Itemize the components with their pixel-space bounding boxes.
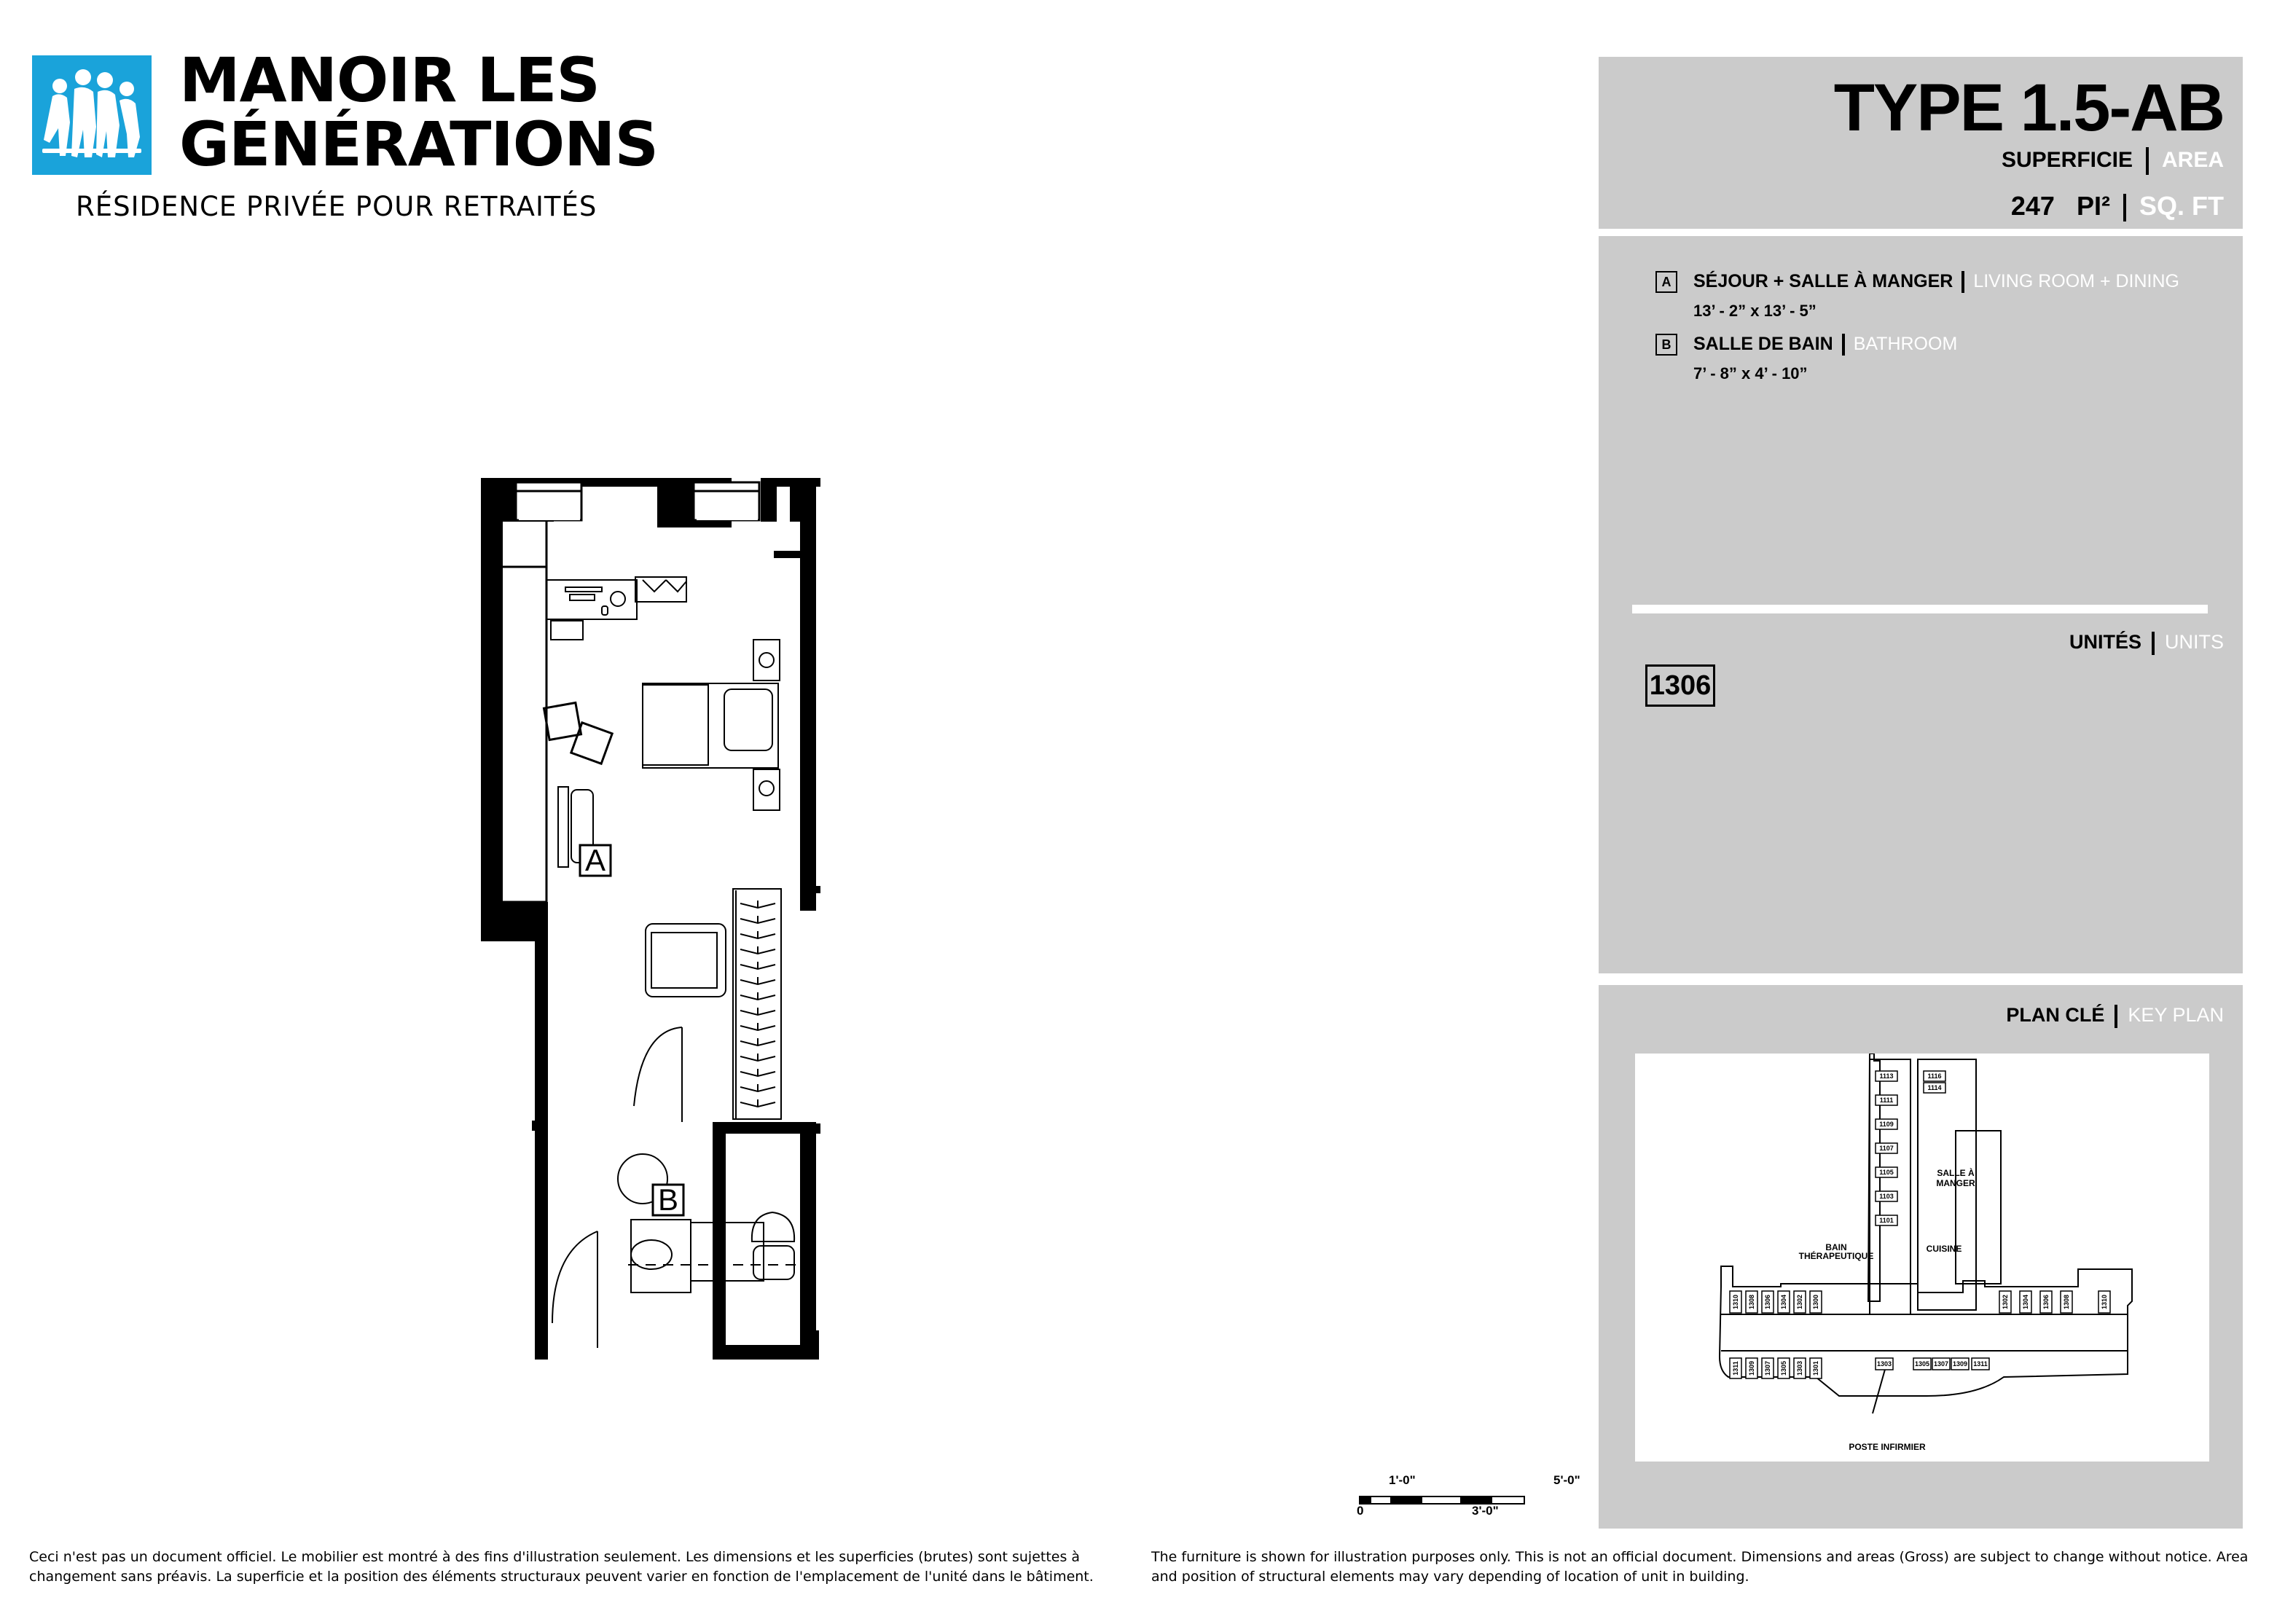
brand-tagline: RÉSIDENCE PRIVÉE POUR RETRAITÉS: [76, 191, 597, 222]
key-plan-room-number: 1308: [2063, 1294, 2070, 1310]
disclaimer-en: The furniture is shown for illustration purposes only. This is not an official document. Dimensions and areas (Gross) are subject to change without notice. Area and position of structural elements may vary depending of location of unit in building.: [1151, 1549, 2249, 1585]
disclaimer-fr: Ceci n'est pas un document officiel. Le mobilier est montré à des fins d'illustration seulement. Les dimensions et les superficies (brutes) sont sujettes à changement sans préavis. La superficie et la position des éléments structuraux peuvent varier en fonction de l'emplacement de l'unité dans le bâtiment.: [29, 1549, 1094, 1585]
family-group-icon: [32, 55, 152, 175]
key-plan-panel: [1599, 985, 2243, 1529]
key-plan-room-number: 1310: [1732, 1294, 1739, 1310]
room-b-label: B: [657, 1182, 679, 1217]
floor-plan: [474, 474, 1078, 1362]
room-a-name-en: LIVING ROOM + DINING: [1973, 271, 2179, 291]
scale-bar: [1358, 1483, 1533, 1516]
key-plan-room-number: 1116: [1927, 1072, 1942, 1080]
room-a-label: A: [584, 843, 606, 877]
key-plan-room-number: 1310: [2101, 1294, 2108, 1310]
key-plan-nurse-label: POSTE INFIRMIER: [1849, 1442, 1926, 1452]
key-plan-room-number: 1309: [1748, 1360, 1755, 1376]
separator: [2152, 632, 2155, 655]
key-plan-room-number: 1101: [1879, 1217, 1894, 1224]
key-plan-room-number: 1113: [1879, 1072, 1894, 1080]
key-plan-room-number: 1303: [1796, 1360, 1803, 1376]
room-a-name: [1693, 271, 2179, 293]
key-plan-room-number: 1306: [2042, 1294, 2050, 1310]
separator: [2115, 1005, 2117, 1028]
units-label-en: UNITS: [2165, 631, 2224, 653]
key-plan-room-number: 1306: [1764, 1294, 1771, 1310]
area-label-en: AREA: [2161, 147, 2224, 172]
unit-type-panel: [1599, 57, 2243, 229]
key-plan-upper-right-rooms: [1924, 1071, 1945, 1093]
room-b-name-fr: SALLE DE BAIN: [1693, 334, 1833, 354]
units-label-row: [2069, 631, 2224, 655]
scale-label-3ft: 3'-0": [1472, 1504, 1499, 1518]
panel-divider: [1632, 605, 2208, 613]
key-plan-label-en: KEY PLAN: [2128, 1004, 2224, 1026]
area-unit-en: SQ. FT: [2139, 191, 2224, 221]
key-plan-room-number: 1311: [1732, 1361, 1739, 1376]
room-a-dimensions: 13’ - 2” x 13’ - 5”: [1693, 302, 1816, 320]
key-plan-room-number: 1304: [2022, 1294, 2029, 1310]
area-unit-fr: PI²: [2076, 191, 2110, 221]
key-plan-room-number: 1303: [1876, 1360, 1892, 1368]
key-plan-room-number: 1307: [1933, 1360, 1949, 1368]
key-plan-room-number: 1308: [1748, 1294, 1755, 1310]
key-plan-room-number: 1111: [1879, 1097, 1894, 1104]
room-b-name-en: BATHROOM: [1853, 334, 1958, 354]
key-plan-room-number: 1309: [1952, 1360, 1968, 1368]
key-plan-drawing: [1635, 1054, 2209, 1462]
key-plan-svg: [1635, 1054, 2209, 1462]
key-plan-room-number: 1307: [1764, 1360, 1771, 1376]
area-label-fr: SUPERFICIE: [2001, 147, 2133, 172]
key-plan-room-number: 1305: [1914, 1360, 1930, 1368]
area-label-row: [2002, 147, 2224, 175]
unit-type-title: TYPE 1.5-AB: [1833, 71, 2224, 145]
key-plan-label-fr: PLAN CLÉ: [2006, 1004, 2105, 1026]
separator: [2146, 147, 2149, 175]
scale-bar-graphic: [1358, 1483, 1533, 1513]
brand-name: MANOIR LES GÉNÉRATIONS: [179, 44, 658, 180]
room-b-dimensions: 7’ - 8” x 4’ - 10”: [1693, 364, 1808, 383]
key-plan-kitchen-label: CUISINE: [1926, 1244, 1962, 1254]
area-value: 247: [2010, 191, 2055, 221]
key-plan-room-number: 1305: [1780, 1360, 1787, 1376]
key-plan-room-number: 1304: [1780, 1294, 1787, 1310]
key-plan-dining-label: SALLE À MANGER: [1936, 1168, 1975, 1188]
room-b-marker: B: [1655, 334, 1677, 356]
area-value-row: [2011, 191, 2224, 221]
key-plan-room-number: 1311: [1973, 1360, 1988, 1368]
key-plan-bath-label: BAIN THÉRAPEUTIQUE: [1798, 1242, 1874, 1261]
key-plan-room-number: 1103: [1879, 1193, 1894, 1200]
units-label-fr: UNITÉS: [2069, 631, 2141, 653]
key-plan-upper-left-rooms: [1876, 1071, 1897, 1225]
room-b-name: [1693, 334, 1957, 356]
room-a-marker: A: [1655, 271, 1677, 293]
separator: [1961, 271, 1964, 293]
room-a-name-fr: SÉJOUR + SALLE À MANGER: [1693, 271, 1953, 291]
separator: [1842, 334, 1845, 356]
rooms-panel: [1599, 236, 2243, 973]
brand-logo: [32, 55, 152, 175]
key-plan-room-number: 1107: [1879, 1145, 1894, 1152]
key-plan-room-number: 1300: [1812, 1294, 1819, 1310]
key-plan-lower-bottom-rooms: [1730, 1358, 1989, 1378]
scale-label-0: 0: [1357, 1504, 1364, 1518]
key-plan-room-number: 1105: [1879, 1169, 1894, 1176]
unit-number-box: 1306: [1645, 664, 1715, 707]
key-plan-room-number: 1114: [1927, 1084, 1942, 1091]
scale-label-1ft: 1'-0": [1389, 1473, 1416, 1487]
separator: [2123, 194, 2126, 221]
key-plan-room-number: 1301: [1812, 1360, 1819, 1376]
scale-label-5ft: 5'-0": [1553, 1473, 1580, 1487]
key-plan-room-number: 1302: [2002, 1294, 2009, 1310]
key-plan-room-number: 1302: [1796, 1294, 1803, 1310]
key-plan-label-row: [2006, 1004, 2224, 1028]
key-plan-room-number: 1109: [1879, 1121, 1894, 1128]
